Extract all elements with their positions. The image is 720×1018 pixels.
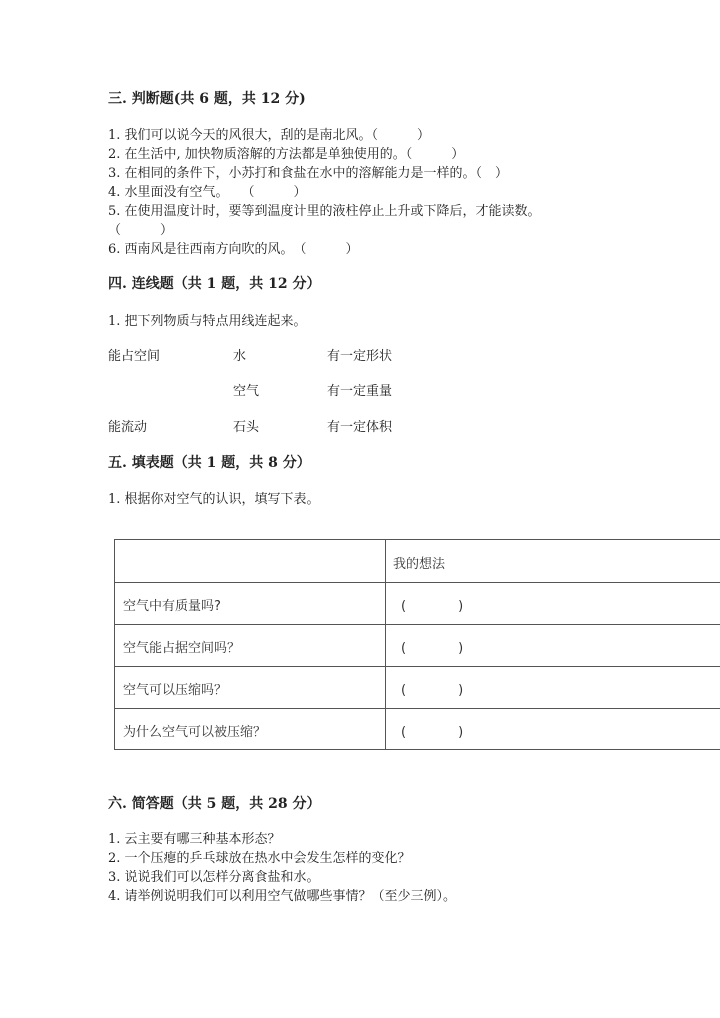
match-middle-3: 石头 <box>233 420 260 435</box>
table-row-divider <box>115 624 720 625</box>
short-answer-item-1: 1. 云主要有哪三种基本形态？ <box>108 832 281 847</box>
table-row-question: 空气可以压缩吗？ <box>123 683 228 698</box>
table-row-question: 为什么空气可以被压缩？ <box>123 725 267 740</box>
match-middle-1: 水 <box>233 349 247 364</box>
table-row-answer-blank[interactable]: ( ) <box>401 725 464 740</box>
answer-table <box>114 539 720 750</box>
judge-item-1: 1. 我们可以说今天的风很大，刮的是南北风。（ ） <box>108 128 431 143</box>
section5-title: 五. 填表题（共 1 题，共 8 分） <box>108 455 311 471</box>
table-question: 1. 根据你对空气的认识，填写下表。 <box>108 492 320 507</box>
judge-item-2: 2. 在生活中, 加快物质溶解的方法都是单独使用的。（ ） <box>108 147 465 162</box>
match-left-1: 能占空间 <box>108 349 161 364</box>
table-row-divider <box>115 666 720 667</box>
judge-item-4: 4. 水里面没有空气。 （ ） <box>108 185 307 200</box>
table-row-divider <box>115 582 720 583</box>
match-right-2: 有一定重量 <box>327 384 393 399</box>
table-row-answer-blank[interactable]: ( ) <box>401 683 464 698</box>
section6-title: 六. 简答题（共 5 题，共 28 分） <box>108 796 321 812</box>
judge-item-5: 5. 在使用温度计时，要等到温度计里的液柱停止上升或下降后，才能读数。 <box>108 204 541 219</box>
short-answer-item-2: 2. 一个压瘪的乒乓球放在热水中会发生怎样的变化？ <box>108 851 411 866</box>
match-middle-2: 空气 <box>233 384 260 399</box>
section4-title: 四. 连线题（共 1 题，共 12 分） <box>108 276 321 292</box>
table-header: 我的想法 <box>393 557 446 572</box>
match-right-1: 有一定形状 <box>327 349 393 364</box>
short-answer-item-4: 4. 请举例说明我们可以利用空气做哪些事情？（至少三例）。 <box>108 889 457 904</box>
short-answer-item-3: 3. 说说我们可以怎样分离食盐和水。 <box>108 870 320 885</box>
judge-item-3: 3. 在相同的条件下，小苏打和食盐在水中的溶解能力是一样的。（ ） <box>108 166 509 181</box>
table-row-question: 空气能占据空间吗？ <box>123 641 241 656</box>
section3-title: 三. 判断题(共 6 题，共 12 分) <box>108 91 306 107</box>
match-right-3: 有一定体积 <box>327 420 393 435</box>
judge-item-5-blank: （ ） <box>108 223 174 238</box>
table-row-answer-blank[interactable]: ( ) <box>401 599 464 614</box>
judge-item-6: 6. 西南风是往西南方向吹的风。 （ ） <box>108 242 359 257</box>
match-left-2: 能流动 <box>108 420 148 435</box>
match-question: 1. 把下列物质与特点用线连起来。 <box>108 314 307 329</box>
table-row-question: 空气中有质量吗? <box>123 599 221 614</box>
table-row-answer-blank[interactable]: ( ) <box>401 641 464 656</box>
table-column-divider <box>385 540 386 749</box>
table-row-divider <box>115 708 720 709</box>
